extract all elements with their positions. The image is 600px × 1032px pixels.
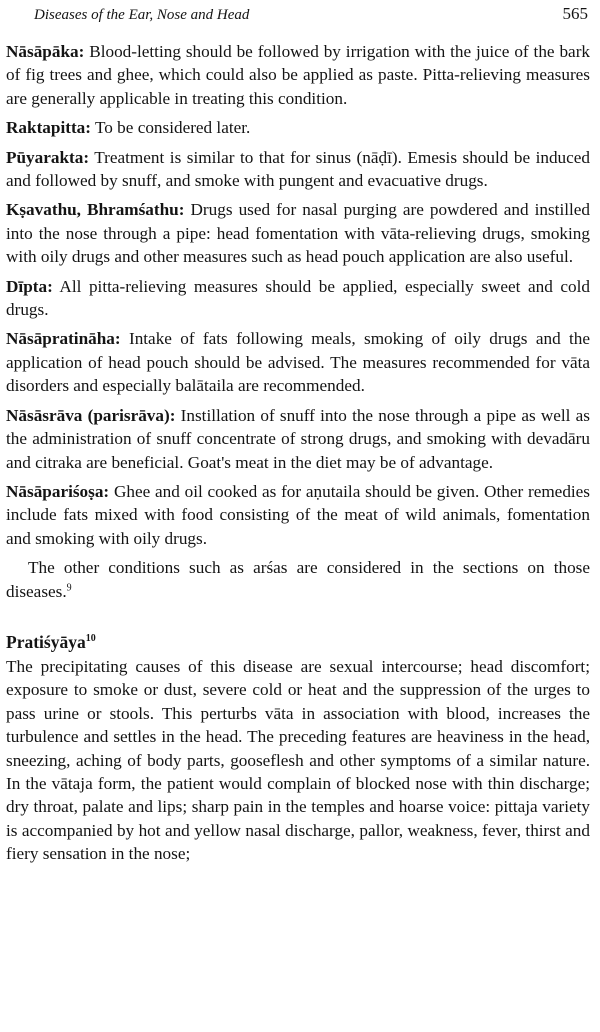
page-number: 565 — [562, 4, 588, 23]
entry-term: Dīpta: — [6, 276, 53, 296]
entry-nasapratinaha — [6, 327, 590, 397]
entry-term: Nāsāpāka: — [6, 42, 85, 61]
section-heading — [6, 631, 590, 653]
running-title: Diseases of the Ear, Nose and Head — [34, 7, 250, 23]
entry-nasaparisosa — [6, 480, 590, 550]
entry-ksavathu — [6, 198, 590, 268]
footnote-marker: 9 — [66, 581, 72, 593]
closing-paragraph — [6, 556, 590, 603]
entry-raktapitta — [6, 116, 590, 139]
entry-text: Ghee and oil cooked as for aṇutaila should be given. Other remedies include fats mixed with food consisting of the meat of wild animals, fomentation and smoking with oily drugs. — [6, 481, 591, 548]
entry-term: Nāsāpratināha: — [6, 329, 121, 349]
entry-puyarakta — [6, 146, 590, 193]
entry-nasasrava — [6, 404, 590, 474]
closing-text: The other conditions such as arśas are considered in the sections on those diseases. — [6, 558, 590, 601]
entry-nasapaka — [6, 40, 590, 110]
entry-term: Kṣavathu, Bhramśathu: — [6, 200, 185, 220]
entry-text: Instillation of snuff into the nose through a pipe as well as the administration of snuff concentrate of strong drugs, and smoking with devadāru and citraka are beneficial. Goat's meat in the diet may be of advantage. — [6, 405, 590, 472]
entry-text: To be considered later. — [94, 118, 251, 138]
running-header — [6, 4, 590, 40]
entry-text: Blood-letting should be followed by irrigation with the juice of the bark of fig trees and ghee, which could also be applied as paste. Pitta-relieving measures are generally applicable in treating this condition. — [6, 42, 591, 108]
entry-text: All pitta-relieving measures should be applied, especially sweet and cold drugs. — [6, 276, 590, 320]
entry-text: Treatment is similar to that for sinus (nāḍī). Emesis should be induced and followed by snuff, and smoke with pungent and evacuative drugs. — [6, 147, 590, 191]
entry-term: Nāsāpariśoṣa: — [6, 481, 110, 501]
footnote-marker: 10 — [85, 633, 96, 645]
entry-term: Raktapitta: — [6, 118, 91, 138]
entry-term: Nāsāsrāva (parisrāva): — [6, 405, 176, 425]
section-title: Pratiśyāya — [6, 631, 86, 652]
entry-dipta — [6, 275, 590, 322]
entry-text: Intake of fats following meals, smoking of oily drugs and the application of head pouch should be advised. The measures recommended for vāta disorders and especially balātaila are recommended. — [6, 329, 591, 396]
section-body: The precipitating causes of this disease are sexual intercourse; head discomfort; exposure to smoke or dust, severe cold or heat and the suppression of the urges to pass urine or stools. This perturbs vāta in association with blood, increases the turbulence and settles in the head. The preceding features are heaviness in the head, sneezing, aching of body parts, gooseflesh and other symptoms of a similar nature. In the vātaja form, the patient would complain of blocked nose with thin discharge; dry throat, palate and lips; sharp pain in the temples and hoarse voice: pittaja variety is accompanied by hot and yellow nasal discharge, pallor, weakness, fever, thirst and fiery sensation in the nose; — [6, 656, 590, 864]
entry-text: Drugs used for nasal purging are powdered and instilled into the nose through a pipe: head fomentation with vāta-relieving drugs, smoking with oily drugs and other measures such as head pouch application are also useful. — [6, 200, 590, 267]
entry-term: Pūyarakta: — [6, 147, 90, 167]
